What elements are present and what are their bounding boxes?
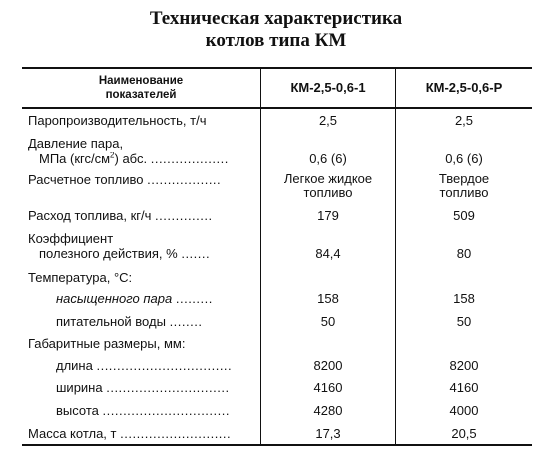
row-pressure-label-line2 [39,152,258,166]
row-pressure-value-1: 0,6 (6) [309,151,347,166]
width-label-text: ширина [56,381,103,395]
row-pressure-label-line1: Давление пара, [28,137,124,151]
row-fuel-consumption-value-2: 509 [453,208,475,223]
row-feed-water-value-2: 50 [456,314,472,329]
saturated-steam-label-text: насыщенного пара [56,292,173,306]
row-saturated-steam-value-1: 158 [317,291,339,306]
row-fuel-consumption-label [28,209,258,223]
row-width-value-2: 4160 [449,380,479,395]
pressure-leader-dots: ................... [150,152,229,166]
row-width-value-1: 4160 [313,380,343,395]
row-feed-water-value-1: 50 [320,314,336,329]
row-feed-water-label [56,315,258,329]
width-leader-dots: .............................. [106,381,230,395]
header-model-1: КМ-2,5-0,6-1 [290,80,366,95]
row-steam-output-value-1: 2,5 [318,113,338,128]
header-parameter-line1: Наименование [98,75,184,87]
fuel-label-text: Расчетное топливо [28,173,144,187]
pressure-unit-superscript: 2 [110,152,115,160]
row-height-label [56,404,258,418]
height-leader-dots: ............................... [102,404,230,418]
document-title-line1: Техническая характеристика [149,8,403,29]
row-pressure-value-2: 0,6 (6) [445,151,483,166]
row-saturated-steam-value-2: 158 [453,291,475,306]
row-mass-value-1: 17,3 [315,426,341,441]
feed-water-label-text: питательной воды [56,315,166,329]
header-parameter-name [22,69,260,107]
row-width-label [56,381,258,395]
row-fuel-value-1-line2: топливо [303,185,353,200]
row-efficiency-value-1: 84,4 [315,246,341,261]
pressure-unit-suffix: ) абс. [114,152,148,166]
row-fuel-consumption-value-1: 179 [317,208,339,223]
row-steam-output-label: Паропроизводительность, т/ч [28,114,207,128]
saturated-steam-leader-dots: ......... [175,292,213,306]
row-length-value-2: 8200 [449,358,479,373]
row-steam-output-value-2: 2,5 [454,113,474,128]
row-height-value-1: 4280 [313,403,343,418]
length-label-text: длина [56,359,93,373]
efficiency-leader-dots: ....... [181,247,211,261]
feed-water-leader-dots: ........ [169,315,203,329]
row-dimensions-heading: Габаритные размеры, мм: [28,337,186,351]
fuel-leader-dots: .................. [147,173,222,187]
mass-leader-dots: ........................... [120,427,232,441]
row-saturated-steam-label [56,292,258,306]
table-header-rule [22,107,532,109]
header-parameter-line2: показателей [105,89,177,101]
row-efficiency-label-line2 [39,247,258,261]
table-bottom-rule [22,444,532,446]
height-label-text: высота [56,404,99,418]
row-mass-label [28,427,258,441]
row-efficiency-label-line1: Коэффициент [28,232,114,246]
fuel-consumption-leader-dots: .............. [155,209,213,223]
row-temperature-heading: Температура, °С: [28,271,133,285]
efficiency-label-text: полезного действия, % [39,247,178,261]
header-model-2: КМ-2,5-0,6-Р [425,80,503,95]
row-fuel-value-1-line1: Легкое жидкое [283,171,373,186]
row-fuel-value-2-line2: топливо [439,185,489,200]
mass-label-text: Масса котла, т [28,427,117,441]
fuel-consumption-label-text: Расход топлива, кг/ч [28,209,152,223]
document-title-line2: котлов типа КМ [205,30,347,51]
row-mass-value-2: 20,5 [451,426,477,441]
row-height-value-2: 4000 [449,403,479,418]
row-efficiency-value-2: 80 [456,246,472,261]
row-length-value-1: 8200 [313,358,343,373]
spec-table [22,67,532,446]
length-leader-dots: ................................. [96,359,233,373]
pressure-unit-text: МПа (кгс/см [39,152,111,166]
row-fuel-label [28,173,258,187]
row-fuel-value-2-line1: Твердое [438,171,490,186]
row-length-label [56,359,258,373]
